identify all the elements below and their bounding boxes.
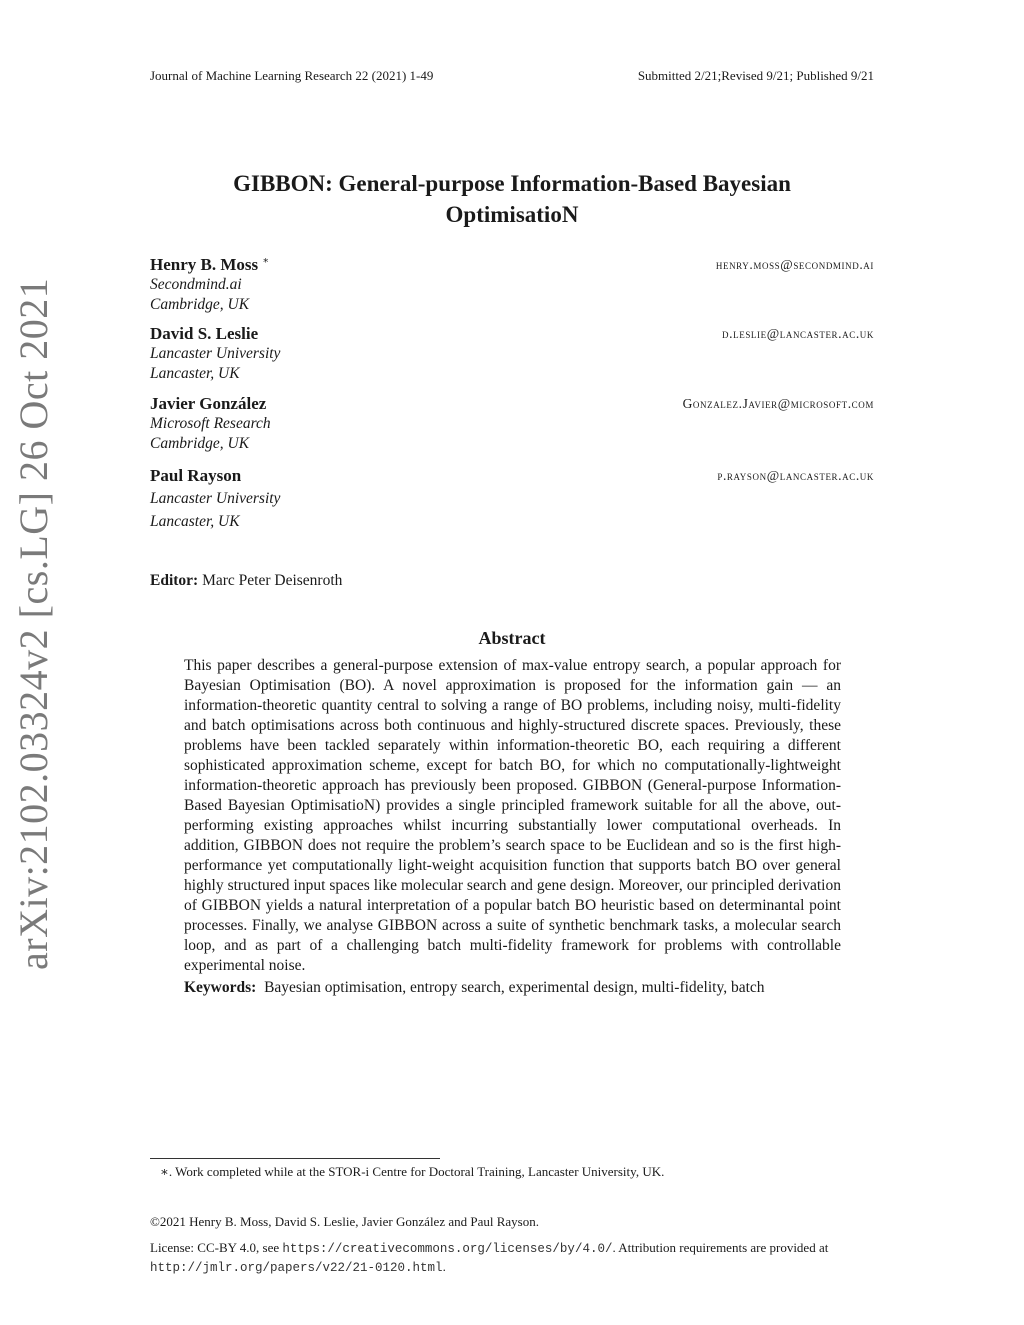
license-middle: . Attribution requirements are provided at (612, 1240, 829, 1255)
keywords-label: Keywords: (184, 979, 257, 996)
footnote-text: Work completed while at the STOR-i Centre for Doctoral Training, Lancaster University, UK. (175, 1164, 665, 1179)
author-location: Cambridge, UK (150, 296, 250, 313)
author-block (150, 255, 874, 315)
author-email[interactable]: p.rayson@lancaster.ac.uk (717, 468, 874, 483)
arxiv-identifier: arXiv:2102.03324v2 [cs.LG] 26 Oct 2021 (11, 277, 56, 970)
author-block (150, 324, 874, 384)
author-name: Henry B. Moss ∗ (150, 255, 270, 274)
footnote-rule (150, 1158, 440, 1159)
paper-link[interactable]: http://jmlr.org/papers/v22/21-0120.html (150, 1261, 443, 1275)
abstract-heading: Abstract (478, 628, 546, 648)
editor-label: Editor: (150, 572, 199, 589)
author-affiliation: Lancaster University (150, 490, 281, 507)
author-email[interactable]: Gonzalez.Javier@microsoft.com (682, 396, 874, 411)
author-affiliation: Microsoft Research (150, 415, 271, 432)
footnote (160, 1164, 664, 1180)
keywords-line (184, 979, 765, 997)
author-name: David S. Leslie (150, 324, 259, 343)
copyright-line: ©2021 Henry B. Moss, David S. Leslie, Javier González and Paul Rayson. (150, 1214, 539, 1229)
editor-name: Marc Peter Deisenroth (202, 572, 343, 589)
submission-dates: Submitted 2/21;Revised 9/21; Published 9/21 (637, 68, 874, 83)
license-prefix: License: CC-BY 4.0, see (150, 1240, 280, 1255)
license-block (150, 1239, 880, 1277)
author-location: Cambridge, UK (150, 435, 250, 452)
abstract-body: This paper describes a general-purpose extension of max-value entropy search, a popular approach for Bayesian Optimisation (BO). A novel approximation is proposed for the information gain — an information-theoretic quantity central to solving a range of BO problems, including noisy, multi-fidelity and batch optimisations across both continuous and highly-structured discrete spaces. Previously, these problems have been tackled separately within information-theoretic BO, each requiring a different sophisticated approximation scheme, except for batch BO, for which no computationally-lightweight information-theoretic approach has previously been proposed. GIBBON (General-purpose Information-Based Bayesian OptimisatioN) provides a single principled framework suitable for all the above, out-performing existing approaches whilst incurring substantially lower computational overheads. In addition, GIBBON does not require the problem’s search space to be Euclidean and so is the first high-performance yet computationally light-weight acquisition function that supports batch BO over general highly structured input spaces like molecular search and gene design. Moreover, our principled derivation of GIBBON yields a natural interpretation of a popular batch BO heuristic based on determinantal point processes. Finally, we analyse GIBBON across a suite of synthetic benchmark tasks, a molecular search loop, and as part of a challenging batch multi-fidelity framework for problems with controllable experimental noise. (184, 657, 841, 974)
title-line-1: GIBBON: General-purpose Information-Based Bayesian (233, 171, 791, 196)
author-block (150, 466, 874, 530)
author-affiliation: Lancaster University (150, 345, 281, 362)
journal-header: Journal of Machine Learning Research 22 (2021) 1-49 (150, 68, 434, 83)
paper-title (150, 168, 874, 230)
author-name: Javier González (150, 394, 267, 413)
license-suffix: . (442, 1259, 446, 1274)
footnote-marker: ∗. (160, 1164, 173, 1179)
keywords-text: Bayesian optimisation, entropy search, experimental design, multi-fidelity, batch (264, 979, 765, 996)
author-location: Lancaster, UK (150, 365, 240, 382)
author-email[interactable]: henry.moss@secondmind.ai (715, 257, 874, 272)
author-email[interactable]: d.leslie@lancaster.ac.uk (722, 326, 874, 341)
editor-line (150, 572, 342, 590)
author-name: Paul Rayson (150, 466, 242, 485)
author-affiliation: Secondmind.ai (150, 276, 242, 293)
author-location: Lancaster, UK (150, 513, 240, 530)
author-block (150, 394, 874, 454)
title-line-2: OptimisatioN (445, 202, 579, 227)
license-link[interactable]: https://creativecommons.org/licenses/by/4.0/ (282, 1242, 613, 1256)
